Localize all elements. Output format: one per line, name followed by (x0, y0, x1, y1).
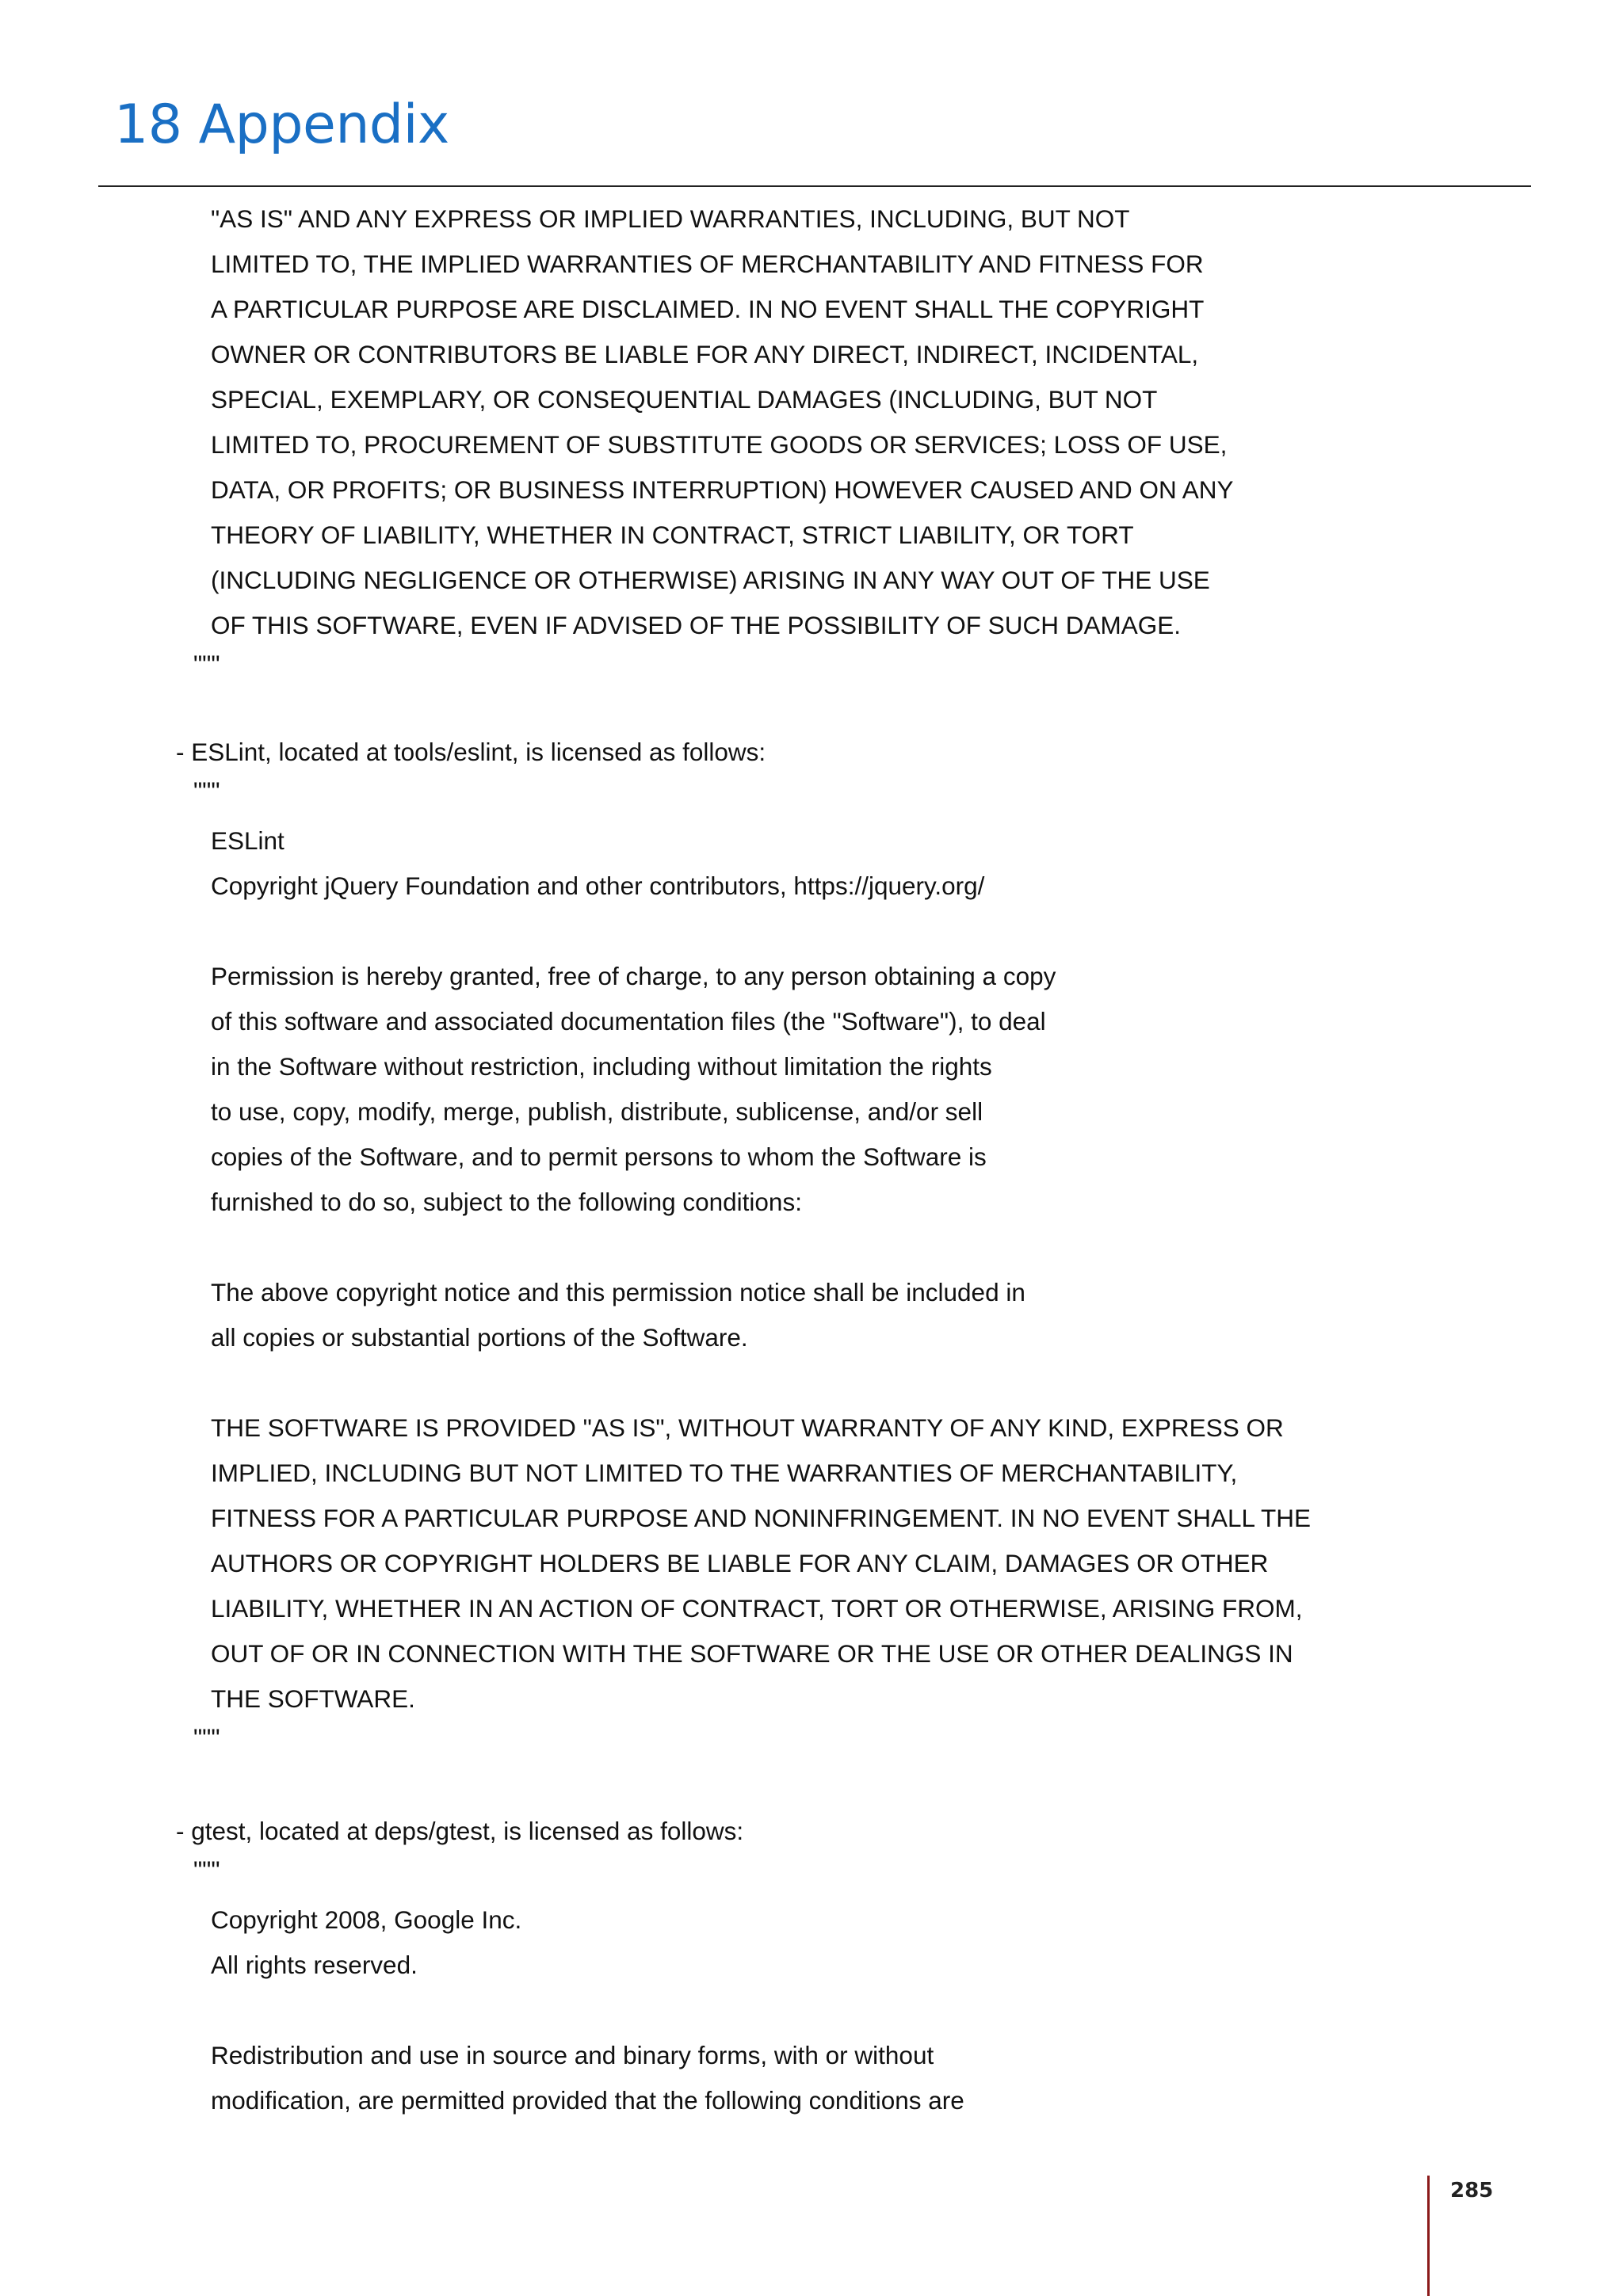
text-line: of this software and associated documentation files (the "Software"), to deal (211, 1007, 1046, 1035)
heading-divider (98, 185, 1531, 187)
text-line: OWNER OR CONTRIBUTORS BE LIABLE FOR ANY DIRECT, INDIRECT, INCIDENTAL, (211, 340, 1199, 368)
quote-marker: """ (193, 650, 220, 678)
license-item-heading: - ESLint, located at tools/eslint, is licensed as follows: (176, 738, 766, 766)
text-line: furnished to do so, subject to the following conditions: (211, 1188, 802, 1216)
text-line: A PARTICULAR PURPOSE ARE DISCLAIMED. IN NO EVENT SHALL THE COPYRIGHT (211, 295, 1205, 323)
text-line: THEORY OF LIABILITY, WHETHER IN CONTRACT, STRICT LIABILITY, OR TORT (211, 521, 1134, 549)
text-line: all copies or substantial portions of the Software. (211, 1323, 748, 1352)
text-line: IMPLIED, INCLUDING BUT NOT LIMITED TO THE WARRANTIES OF MERCHANTABILITY, (211, 1459, 1238, 1487)
text-line: ESLint (211, 826, 285, 855)
page-number: 285 (1450, 2179, 1494, 2203)
text-line: AUTHORS OR COPYRIGHT HOLDERS BE LIABLE FOR ANY CLAIM, DAMAGES OR OTHER (211, 1549, 1269, 1577)
text-line: modification, are permitted provided that the following conditions are (211, 2086, 964, 2115)
quote-marker: """ (193, 776, 220, 805)
text-line: to use, copy, modify, merge, publish, distribute, sublicense, and/or sell (211, 1097, 983, 1126)
quote-marker: """ (193, 1855, 220, 1884)
text-line: The above copyright notice and this permission notice shall be included in (211, 1278, 1025, 1306)
text-line: in the Software without restriction, including without limitation the rights (211, 1052, 992, 1081)
text-line: THE SOFTWARE. (211, 1684, 415, 1713)
quote-marker: """ (193, 1723, 220, 1752)
text-line: DATA, OR PROFITS; OR BUSINESS INTERRUPTION) HOWEVER CAUSED AND ON ANY (211, 475, 1234, 504)
text-line: THE SOFTWARE IS PROVIDED "AS IS", WITHOUT WARRANTY OF ANY KIND, EXPRESS OR (211, 1413, 1284, 1442)
text-line: Redistribution and use in source and binary forms, with or without (211, 2041, 934, 2069)
text-line: Permission is hereby granted, free of charge, to any person obtaining a copy (211, 962, 1056, 990)
text-line: OUT OF OR IN CONNECTION WITH THE SOFTWARE OR THE USE OR OTHER DEALINGS IN (211, 1639, 1293, 1668)
text-line: All rights reserved. (211, 1951, 418, 1979)
text-line: LIABILITY, WHETHER IN AN ACTION OF CONTRACT, TORT OR OTHERWISE, ARISING FROM, (211, 1594, 1303, 1623)
text-line: LIMITED TO, PROCUREMENT OF SUBSTITUTE GOODS OR SERVICES; LOSS OF USE, (211, 430, 1228, 459)
text-line: Copyright jQuery Foundation and other contributors, https://jquery.org/ (211, 871, 985, 900)
text-line: copies of the Software, and to permit persons to whom the Software is (211, 1142, 987, 1171)
section-heading: 18 Appendix (114, 93, 449, 156)
text-line: "AS IS" AND ANY EXPRESS OR IMPLIED WARRANTIES, INCLUDING, BUT NOT (211, 204, 1130, 233)
text-line: (INCLUDING NEGLIGENCE OR OTHERWISE) ARISING IN ANY WAY OUT OF THE USE (211, 566, 1210, 594)
text-line: SPECIAL, EXEMPLARY, OR CONSEQUENTIAL DAMAGES (INCLUDING, BUT NOT (211, 385, 1158, 414)
text-line: Copyright 2008, Google Inc. (211, 1905, 522, 1934)
license-item-heading: - gtest, located at deps/gtest, is licensed as follows: (176, 1817, 744, 1845)
footer-divider (1427, 2176, 1430, 2296)
text-line: OF THIS SOFTWARE, EVEN IF ADVISED OF THE POSSIBILITY OF SUCH DAMAGE. (211, 611, 1182, 639)
text-line: FITNESS FOR A PARTICULAR PURPOSE AND NONINFRINGEMENT. IN NO EVENT SHALL THE (211, 1504, 1312, 1532)
text-line: LIMITED TO, THE IMPLIED WARRANTIES OF MERCHANTABILITY AND FITNESS FOR (211, 250, 1204, 278)
